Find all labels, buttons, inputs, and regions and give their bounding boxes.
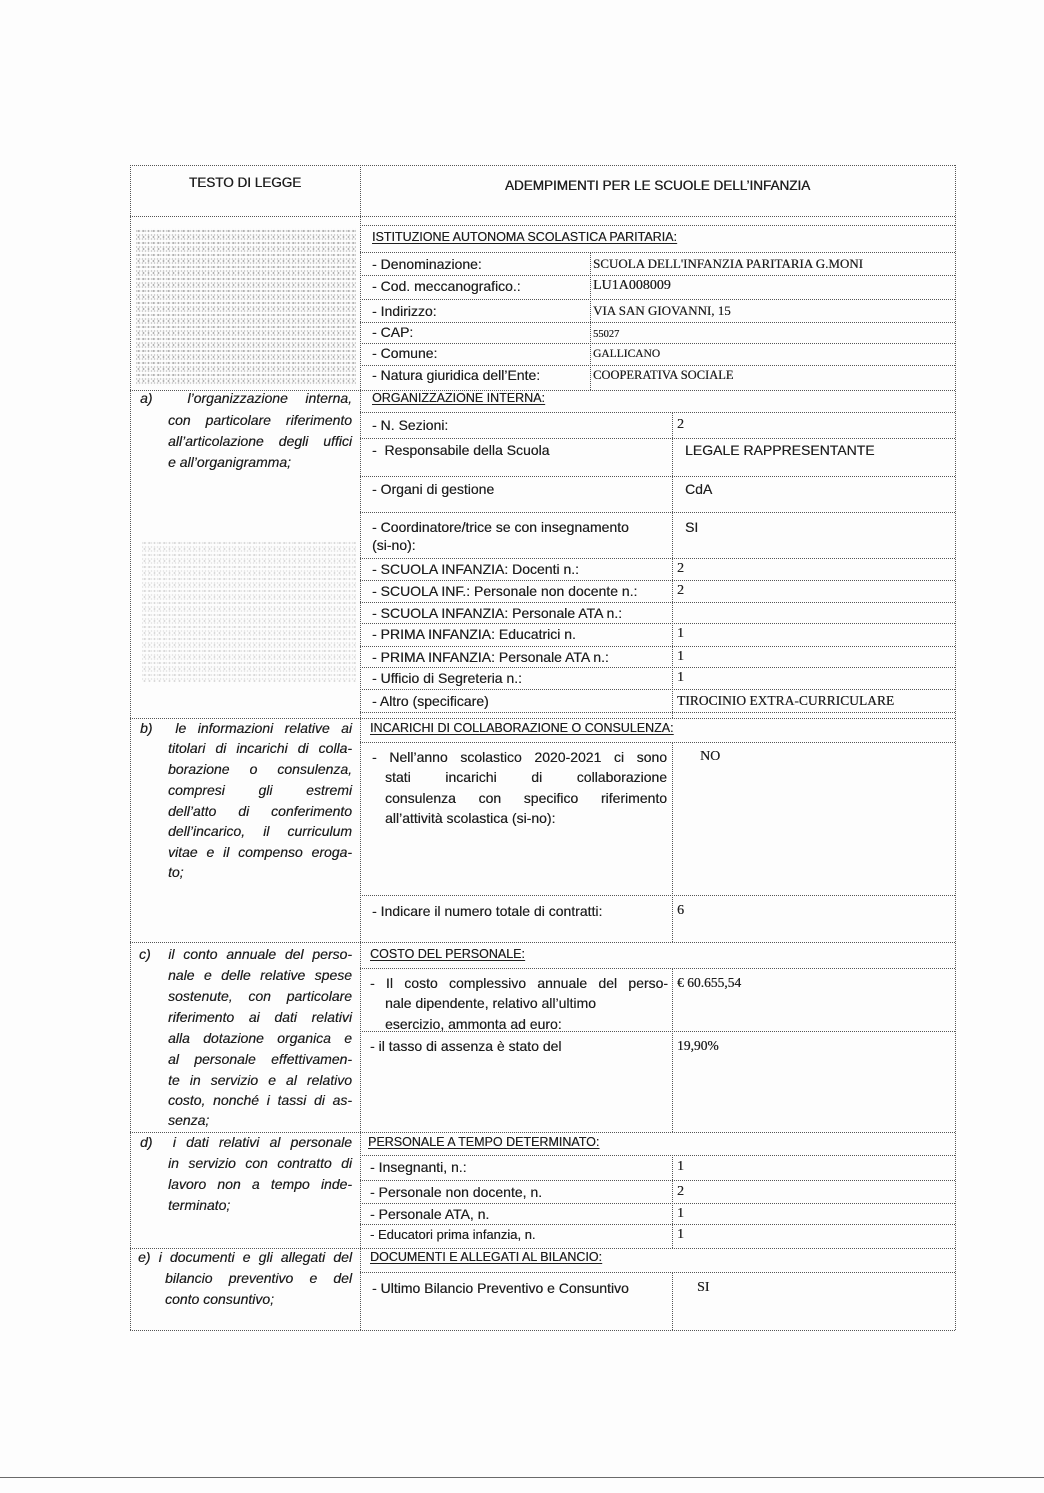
row-rule bbox=[360, 895, 955, 896]
law-text-line: conto consuntivo; bbox=[165, 1291, 274, 1307]
law-text: compresi gli estremi bbox=[168, 782, 352, 798]
column-rule bbox=[672, 742, 673, 942]
row-label bbox=[372, 748, 667, 766]
law-text: alla dotazione organica e bbox=[168, 1030, 352, 1046]
row-rule bbox=[360, 299, 955, 300]
law-text: vitae e il compenso eroga- bbox=[168, 844, 352, 860]
row-value: 2 bbox=[677, 1184, 684, 1199]
row-rule bbox=[360, 275, 955, 276]
row-value: 19,90% bbox=[677, 1038, 719, 1053]
law-text: al personale effettivamen- bbox=[168, 1051, 352, 1067]
row-value: € 60.655,54 bbox=[677, 975, 742, 990]
law-text: in servizio con contratto di bbox=[168, 1155, 352, 1171]
row-label-text: - Il costo complessivo annuale del perso- bbox=[370, 975, 668, 991]
row-label: - PRIMA INFANZIA: Personale ATA n.: bbox=[372, 649, 609, 665]
table-rule bbox=[130, 942, 955, 943]
law-text-line bbox=[168, 739, 352, 757]
law-text-line: terminato; bbox=[168, 1197, 231, 1213]
table-rule bbox=[130, 165, 955, 166]
scan-edge-line bbox=[0, 1477, 1044, 1478]
row-label: - SCUOLA INF.: Personale non docente n.: bbox=[372, 583, 638, 599]
row-rule bbox=[360, 558, 955, 559]
law-text: d) i dati relativi al personale bbox=[140, 1134, 352, 1150]
row-label: - N. Sezioni: bbox=[372, 417, 449, 433]
row-value: NO bbox=[700, 749, 721, 764]
row-rule bbox=[360, 1203, 955, 1204]
law-text: dell’atto di conferimento bbox=[168, 803, 352, 819]
row-value: VIA SAN GIOVANNI, 15 bbox=[593, 303, 731, 318]
column-rule bbox=[672, 1155, 673, 1248]
row-rule bbox=[360, 512, 955, 513]
column-rule bbox=[360, 165, 361, 1330]
row-value: LEGALE RAPPRESENTANTE bbox=[685, 442, 875, 458]
row-value: SCUOLA DELL'INFANZIA PARITARIA G.MONI bbox=[593, 256, 863, 271]
row-label: esercizio, ammonta ad euro: bbox=[385, 1016, 562, 1032]
row-label: - Indicare il numero totale di contratti: bbox=[372, 903, 603, 919]
row-label: - Personale ATA, n. bbox=[370, 1206, 490, 1222]
law-text-line bbox=[168, 987, 352, 1005]
section-heading: DOCUMENTI E ALLEGATI AL BILANCIO: bbox=[370, 1250, 603, 1264]
row-label: - Indirizzo: bbox=[372, 303, 437, 319]
row-label: - Personale non docente, n. bbox=[370, 1184, 543, 1200]
row-value: 1 bbox=[677, 1227, 684, 1242]
law-text-line: senza; bbox=[168, 1112, 210, 1128]
row-label: (si-no): bbox=[372, 537, 416, 553]
scan-noise bbox=[136, 228, 356, 386]
column-rule bbox=[955, 165, 956, 1330]
row-rule bbox=[360, 602, 955, 603]
row-label: - Responsabile della Scuola bbox=[372, 442, 550, 458]
law-text-line bbox=[168, 1050, 352, 1068]
row-value: 6 bbox=[677, 903, 684, 918]
row-rule bbox=[360, 1224, 955, 1225]
law-text-line bbox=[168, 1175, 352, 1193]
column-rule bbox=[672, 968, 673, 1132]
law-text: lavoro non a tempo inde- bbox=[168, 1176, 352, 1192]
row-value: 2 bbox=[677, 561, 684, 576]
row-rule bbox=[360, 623, 955, 624]
section-heading: ISTITUZIONE AUTONOMA SCOLASTICA PARITARIA: bbox=[372, 230, 677, 244]
row-value: 2 bbox=[677, 417, 684, 432]
law-text-line bbox=[168, 1154, 352, 1172]
row-rule bbox=[360, 438, 955, 439]
row-rule bbox=[360, 646, 955, 647]
law-text-line bbox=[140, 719, 352, 737]
law-text: riferimento ai dati relativi bbox=[168, 1009, 352, 1025]
row-rule bbox=[360, 476, 955, 477]
law-text-line bbox=[168, 822, 352, 840]
law-text-line bbox=[138, 1248, 352, 1266]
row-label bbox=[385, 768, 667, 786]
law-text: b) le informazioni relative ai bbox=[140, 720, 352, 736]
row-value: GALLICANO bbox=[593, 348, 661, 360]
law-text-line bbox=[168, 760, 352, 778]
law-text: titolari di incarichi di colla- bbox=[168, 740, 352, 756]
row-value: TIROCINIO EXTRA-CURRICULARE bbox=[677, 693, 895, 708]
row-value: 2 bbox=[677, 583, 684, 598]
row-label: - Ufficio di Segreteria n.: bbox=[372, 670, 522, 686]
row-label-text: stati incarichi di collaborazione bbox=[385, 769, 667, 785]
row-rule bbox=[360, 580, 955, 581]
row-value: 1 bbox=[677, 1159, 684, 1174]
table-rule bbox=[130, 1330, 955, 1331]
row-label: - SCUOLA INFANZIA: Personale ATA n.: bbox=[372, 605, 623, 621]
law-text: dell’incarico, il curriculum bbox=[168, 823, 352, 839]
row-rule bbox=[360, 1272, 955, 1273]
law-text-line bbox=[168, 432, 352, 450]
table-rule bbox=[360, 225, 955, 226]
section-heading: INCARICHI DI COLLABORAZIONE O CONSULENZA: bbox=[370, 721, 674, 735]
law-text-line: e all’organigramma; bbox=[168, 454, 291, 470]
column-rule bbox=[590, 252, 591, 390]
row-label: nale dipendente, relativo all’ultimo bbox=[385, 995, 596, 1011]
row-label: - Insegnanti, n.: bbox=[370, 1159, 467, 1175]
row-label: - Denominazione: bbox=[372, 256, 482, 272]
row-label: all’attività scolastica (si-no): bbox=[385, 810, 556, 826]
row-value: COOPERATIVA SOCIALE bbox=[593, 368, 734, 382]
row-label-text: - Nell’anno scolastico 2020-2021 ci sono bbox=[372, 749, 667, 765]
law-text-line bbox=[168, 1008, 352, 1026]
header-law-text-title: TESTO DI LEGGE bbox=[188, 175, 302, 190]
law-text-line bbox=[168, 1071, 352, 1089]
header-obligations-title: ADEMPIMENTI PER LE SCUOLE DELL’INFANZIA bbox=[504, 178, 811, 193]
law-text: c) il conto annuale del perso- bbox=[139, 946, 352, 962]
row-label: - Coordinatore/trice se con insegnamento bbox=[372, 519, 629, 535]
law-text-line bbox=[165, 1269, 352, 1287]
row-value: 1 bbox=[677, 670, 684, 685]
law-text-line bbox=[168, 1029, 352, 1047]
row-value: 1 bbox=[677, 1206, 684, 1221]
row-rule bbox=[360, 1155, 955, 1156]
law-text-line bbox=[168, 802, 352, 820]
law-text-line bbox=[168, 781, 352, 799]
law-text: e) i documenti e gli allegati del bbox=[138, 1249, 352, 1265]
law-text: con particolare riferimento bbox=[168, 412, 352, 428]
section-heading: COSTO DEL PERSONALE: bbox=[370, 947, 525, 961]
row-rule bbox=[360, 343, 955, 344]
row-label bbox=[385, 789, 667, 807]
row-value: CdA bbox=[685, 481, 713, 497]
row-value: 1 bbox=[677, 626, 684, 641]
row-label: - Educatori prima infanzia, n. bbox=[370, 1227, 536, 1242]
row-rule bbox=[360, 322, 955, 323]
row-label: - Ultimo Bilancio Preventivo e Consuntivo bbox=[372, 1280, 629, 1296]
law-text: bilancio preventivo e del bbox=[165, 1270, 352, 1286]
law-text: te in servizio e al relativo bbox=[168, 1072, 352, 1088]
row-rule bbox=[360, 712, 955, 713]
row-label: - PRIMA INFANZIA: Educatrici n. bbox=[372, 626, 576, 642]
row-value: 1 bbox=[677, 649, 684, 664]
row-value: LU1A008009 bbox=[593, 278, 671, 293]
law-text: nale e delle relative spese bbox=[168, 967, 352, 983]
row-label bbox=[370, 974, 668, 992]
law-text: a) l’organizzazione interna, bbox=[140, 390, 352, 406]
law-text-line bbox=[168, 411, 352, 429]
section-heading: PERSONALE A TEMPO DETERMINATO: bbox=[368, 1135, 600, 1149]
row-label: - il tasso di assenza è stato del bbox=[370, 1038, 562, 1054]
row-rule bbox=[360, 742, 955, 743]
law-text-line bbox=[168, 843, 352, 861]
law-text-line bbox=[168, 1091, 352, 1109]
law-text-line bbox=[139, 945, 352, 963]
column-rule bbox=[672, 1272, 673, 1330]
row-label: - Cod. meccanografico.: bbox=[372, 278, 521, 294]
row-label: - SCUOLA INFANZIA: Docenti n.: bbox=[372, 561, 579, 577]
table-rule bbox=[130, 216, 955, 217]
column-rule bbox=[672, 412, 673, 718]
law-text: all’articolazione degli uffici bbox=[168, 433, 352, 449]
law-text: costo, nonché i tassi di as- bbox=[168, 1092, 352, 1108]
row-rule bbox=[360, 667, 955, 668]
row-label: - CAP: bbox=[372, 324, 414, 340]
column-rule bbox=[130, 165, 131, 1330]
row-label: - Organi di gestione bbox=[372, 481, 495, 497]
law-text-line bbox=[140, 389, 352, 407]
section-heading: ORGANIZZAZIONE INTERNA: bbox=[372, 391, 545, 405]
law-text: sostenute, con particolare bbox=[168, 988, 352, 1004]
faded-stamp bbox=[142, 540, 356, 682]
row-label: - Natura giuridica dell’Ente: bbox=[372, 367, 541, 383]
row-label: - Altro (specificare) bbox=[372, 693, 489, 709]
row-value: SI bbox=[697, 1280, 710, 1295]
row-rule bbox=[360, 689, 955, 690]
row-rule bbox=[360, 1180, 955, 1181]
row-label: - Comune: bbox=[372, 345, 438, 361]
row-rule bbox=[360, 252, 955, 253]
law-text-line: to; bbox=[168, 864, 184, 880]
row-rule bbox=[360, 412, 955, 413]
law-text-line bbox=[140, 1133, 352, 1151]
row-rule bbox=[360, 968, 955, 969]
row-value: 55027 bbox=[593, 329, 620, 340]
row-value: SI bbox=[685, 519, 699, 535]
law-text: borazione o consulenza, bbox=[168, 761, 352, 777]
row-label-text: consulenza con specifico riferimento bbox=[385, 790, 667, 806]
law-text-line bbox=[168, 966, 352, 984]
